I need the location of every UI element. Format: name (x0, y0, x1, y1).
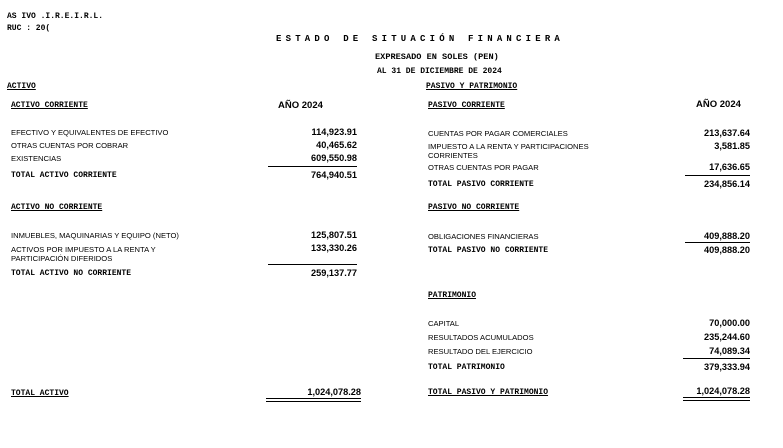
section-activo: ACTIVO (7, 82, 36, 91)
value-resultados-acumulados: 235,244.60 (704, 332, 750, 342)
report-title: ESTADO DE SITUACIÓN FINANCIERA (276, 34, 565, 44)
total-pasivo-no-corriente-value: 409,888.20 (704, 245, 750, 255)
total-pasivo-corriente-label: TOTAL PASIVO CORRIENTE (428, 180, 534, 189)
subtotal-line (683, 358, 750, 359)
label-impuesto-renta-2: CORRIENTES (428, 151, 478, 160)
label-activos-impuesto: ACTIVOS POR IMPUESTO A LA RENTA Y (11, 245, 156, 254)
grand-total-double-line (683, 397, 750, 401)
report-subtitle: EXPRESADO EN SOLES (PEN) (375, 52, 499, 62)
heading-activo-corriente: ACTIVO CORRIENTE (11, 101, 88, 110)
label-otras-cobrar: OTRAS CUENTAS POR COBRAR (11, 141, 129, 150)
label-impuesto-renta: IMPUESTO A LA RENTA Y PARTICIPACIONES (428, 142, 589, 151)
value-efectivo: 114,923.91 (311, 127, 357, 137)
label-efectivo: EFECTIVO Y EQUIVALENTES DE EFECTIVO (11, 128, 169, 137)
value-obligaciones: 409,888.20 (704, 231, 750, 241)
total-activo-no-corriente-value: 259,137.77 (311, 268, 357, 278)
heading-pasivo-corriente: PASIVO CORRIENTE (428, 101, 505, 110)
value-capital: 70,000.00 (709, 318, 750, 328)
label-obligaciones: OBLIGACIONES FINANCIERAS (428, 232, 539, 241)
value-activos-impuesto: 133,330.26 (311, 243, 357, 253)
label-otras-pagar: OTRAS CUENTAS POR PAGAR (428, 163, 539, 172)
value-cuentas-pagar-comerciales: 213,637.64 (704, 128, 750, 138)
subtotal-line (685, 175, 750, 176)
section-pasivo-patrimonio: PASIVO Y PATRIMONIO (426, 82, 518, 91)
subtotal-line (268, 264, 357, 265)
subtotal-line (268, 166, 357, 167)
heading-patrimonio: PATRIMONIO (428, 291, 477, 300)
subtotal-line (685, 242, 750, 243)
label-inmuebles: INMUEBLES, MAQUINARIAS Y EQUIPO (NETO) (11, 231, 179, 240)
value-existencias: 609,550.98 (311, 153, 357, 163)
total-activo-corriente-value: 764,940.51 (311, 170, 357, 180)
value-impuesto-renta: 3,581.85 (714, 141, 750, 151)
year-label-left: AÑO 2024 (278, 100, 323, 111)
label-existencias: EXISTENCIAS (11, 154, 62, 163)
label-activos-impuesto-2: PARTICIPACIÓN DIFERIDOS (11, 254, 113, 263)
total-activo-value: 1,024,078.28 (307, 387, 361, 397)
company-name: AS IVO .I.R.E.I.R.L. (7, 12, 104, 21)
value-otras-cobrar: 40,465.62 (316, 140, 357, 150)
total-patrimonio-value: 379,333.94 (704, 362, 750, 372)
label-capital: CAPITAL (428, 319, 460, 328)
total-pasivo-patrimonio-value: 1,024,078.28 (696, 386, 750, 396)
label-resultado-ejercicio: RESULTADO DEL EJERCICIO (428, 347, 533, 356)
report-date: AL 31 DE DICIEMBRE DE 2024 (377, 67, 502, 76)
value-resultado-ejercicio: 74,089.34 (709, 346, 750, 356)
total-activo-label: TOTAL ACTIVO (11, 389, 69, 398)
company-ruc: RUC : 20( (7, 24, 51, 33)
label-resultados-acumulados: RESULTADOS ACUMULADOS (428, 333, 534, 342)
heading-pasivo-no-corriente: PASIVO NO CORRIENTE (428, 203, 520, 212)
value-inmuebles: 125,807.51 (311, 230, 357, 240)
total-pasivo-corriente-value: 234,856.14 (704, 179, 750, 189)
heading-activo-no-corriente: ACTIVO NO CORRIENTE (11, 203, 103, 212)
label-cuentas-pagar-comerciales: CUENTAS POR PAGAR COMERCIALES (428, 129, 568, 138)
value-otras-pagar: 17,636.65 (709, 162, 750, 172)
total-patrimonio-label: TOTAL PATRIMONIO (428, 363, 505, 372)
total-activo-corriente-label: TOTAL ACTIVO CORRIENTE (11, 171, 117, 180)
total-activo-no-corriente-label: TOTAL ACTIVO NO CORRIENTE (11, 269, 132, 278)
grand-total-double-line (266, 398, 361, 402)
year-label-right: AÑO 2024 (696, 99, 741, 110)
total-pasivo-patrimonio-label: TOTAL PASIVO Y PATRIMONIO (428, 388, 549, 397)
total-pasivo-no-corriente-label: TOTAL PASIVO NO CORRIENTE (428, 246, 549, 255)
